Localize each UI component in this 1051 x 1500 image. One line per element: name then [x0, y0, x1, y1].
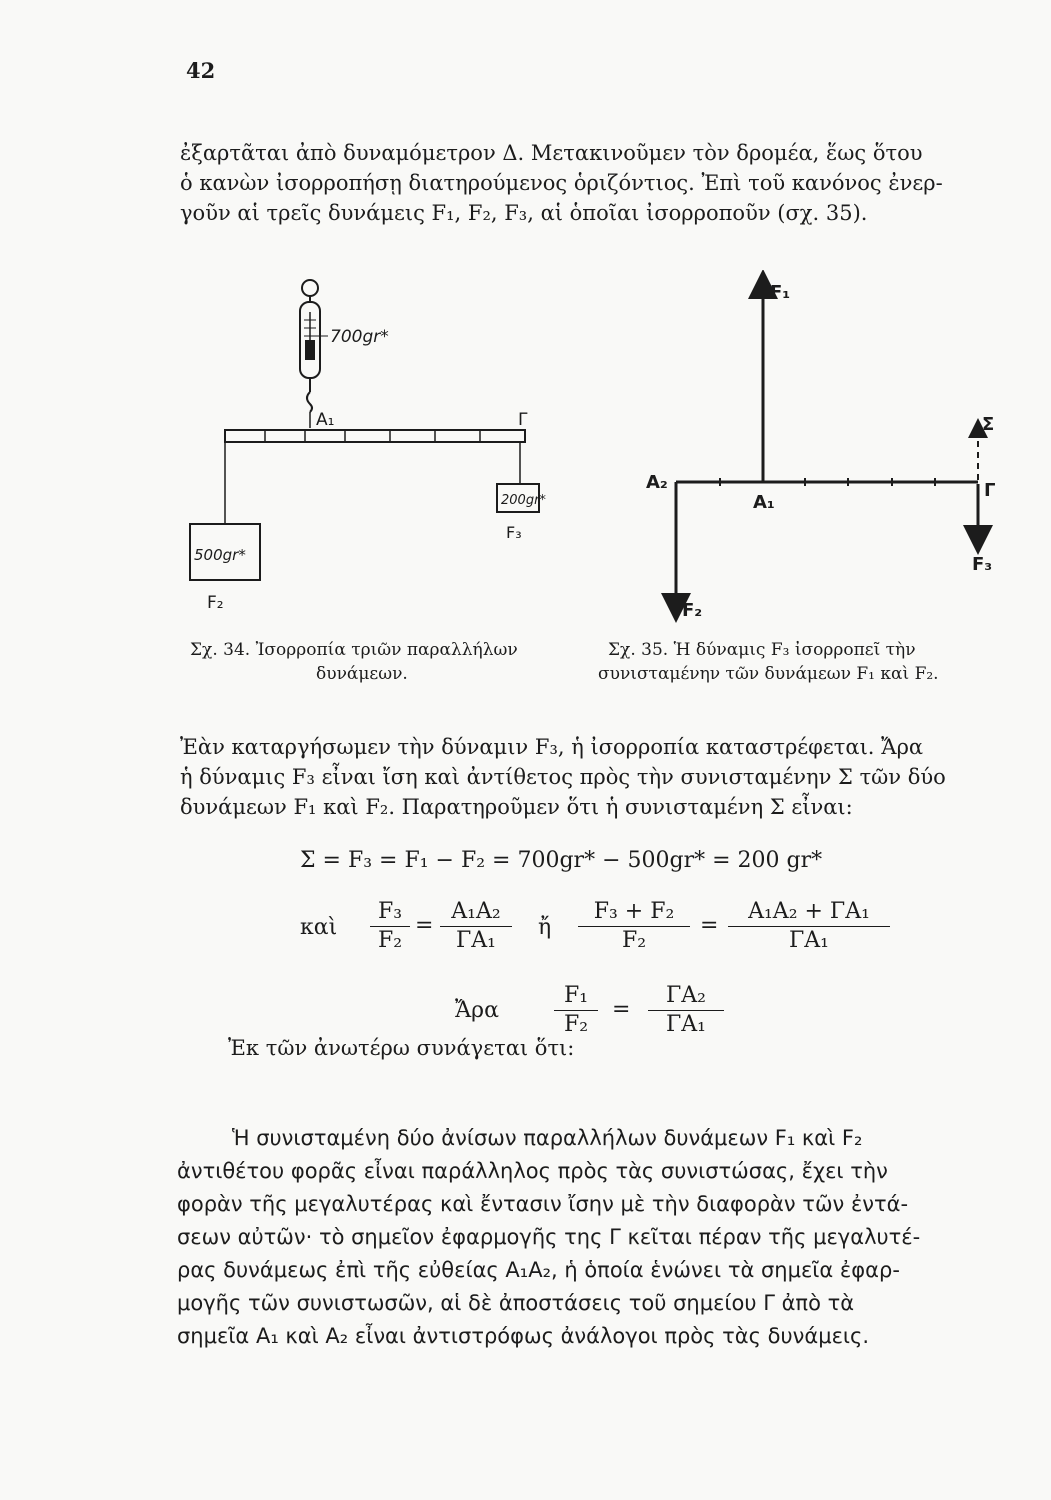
numerator: A₁A₂ + ΓA₁ [728, 898, 890, 927]
big-weight-label: 500gr* [194, 546, 246, 564]
text-line: ρας δυνάμεως ἐπὶ τῆς εὐθείας A₁A₂, ἡ ὁποία ἑνώνει τὰ σημεῖα ἐφαρ- [177, 1258, 900, 1282]
spring-balance [300, 280, 328, 428]
denominator: ΓA₁ [789, 928, 829, 953]
fraction-f3-f2 [370, 898, 410, 955]
label-f3: F₃ [972, 554, 993, 575]
denominator: ΓA₁ [456, 928, 496, 953]
conclusion-line: Ἐκ τῶν ἀνωτέρω συνάγεται ὅτι: [228, 1036, 575, 1060]
fraction-a1a2-ga1 [440, 898, 512, 955]
word-kai: καὶ [300, 915, 338, 940]
figure-35 [620, 270, 1040, 635]
text-line: σημεῖα A₁ καὶ A₂ εἶναι ἀντιστρόφως ἀνάλογοι πρὸς τὰς δυνάμεις. [177, 1324, 870, 1348]
text-line: γοῦν αἱ τρεῖς δυνάμεις F₁, F₂, F₃, αἱ ὁποῖαι ἰσορροποῦν (σχ. 35). [180, 201, 868, 225]
rule-paragraph [177, 1122, 1017, 1353]
text-line: ὁ κανὼν ἰσορροπήσῃ διατηρούμενος ὁριζόντιος. Ἐπὶ τοῦ κανόνος ἐνερ- [180, 171, 943, 195]
text-line: μογῆς τῶν συνιστωσῶν, αἱ δὲ ἀποστάσεις τοῦ σημείου Γ ἀπὸ τὰ [177, 1291, 855, 1315]
label-sigma: Σ [982, 414, 995, 435]
label-f2: F₂ [682, 600, 703, 621]
caption-line: Σχ. 34. Ἰσορροπία τριῶν παραλλήλων [190, 640, 518, 660]
after-paragraph [180, 732, 1010, 822]
text-line: Ἡ συνισταμένη δύο ἀνίσων παραλλήλων δυνάμεων F₁ καὶ F₂ [232, 1126, 863, 1150]
label-g: Γ [984, 480, 996, 501]
word-ara: Ἄρα [455, 998, 499, 1023]
word-eta: ἤ [538, 915, 552, 940]
fraction-f3plusf2-f2 [578, 898, 690, 955]
label-g: Γ [518, 410, 528, 430]
numerator: ΓA₂ [648, 982, 724, 1011]
denominator: F₂ [563, 1012, 589, 1037]
text-line: ἐξαρτᾶται ἀπὸ δυναμόμετρον Δ. Μετακινοῦμεν τὸν δρομέα, ἕως ὅτου [180, 141, 923, 165]
denominator: ΓA₁ [666, 1012, 706, 1037]
equals-sign: = [612, 997, 631, 1022]
equation-sigma: Σ = F₃ = F₁ − F₂ = 700gr* − 500gr* = 200 gr* [300, 848, 823, 873]
text-line: Ἐὰν καταργήσωμεν τὴν δύναμιν F₃, ἡ ἰσορροπία καταστρέφεται. Ἄρα [180, 735, 924, 759]
label-a1: A₁ [316, 410, 335, 430]
caption-line: Σχ. 35. Ἡ δύναμις F₃ ἰσορροπεῖ τὴν [608, 640, 916, 660]
label-f3: F₃ [506, 523, 522, 542]
text-line: φορὰν τῆς μεγαλυτέρας καὶ ἔντασιν ἴσην μὲ τὴν διαφορὰν τῶν ἐντά- [177, 1192, 909, 1216]
beam [225, 430, 525, 442]
numerator: F₃ + F₂ [578, 898, 690, 927]
caption-line: δυνάμεων. [316, 664, 408, 684]
numerator: F₃ [370, 898, 410, 927]
text-line: ἡ δύναμις F₃ εἶναι ἴση καὶ ἀντίθετος πρὸς τὴν συνισταμένην Σ τῶν δύο [180, 765, 946, 789]
intro-paragraph [180, 138, 1010, 228]
label-f2: F₂ [207, 593, 224, 613]
fraction-sum-ga1 [728, 898, 890, 955]
denominator: F₂ [621, 928, 647, 953]
numerator: A₁A₂ [440, 898, 512, 927]
fraction-f1-f2 [554, 982, 598, 1039]
text-line: ἀντιθέτου φορᾶς εἶναι παράλληλος πρὸς τὰς συνιστώσας, ἔχει τὴν [177, 1159, 888, 1183]
text-line: σεων αὐτῶν· τὸ σημεῖον ἐφαρμογῆς της Γ κεῖται πέραν τῆς μεγαλυτέ- [177, 1225, 921, 1249]
text-line: δυνάμεων F₁ καὶ F₂. Παρατηροῦμεν ὅτι ἡ συνισταμένη Σ εἶναι: [180, 795, 853, 819]
figure-35-caption [598, 638, 939, 686]
label-a2: A₂ [646, 472, 668, 493]
denominator: F₂ [377, 928, 403, 953]
label-a1: A₁ [753, 492, 775, 513]
figure-34 [170, 270, 570, 630]
figure-34-caption [190, 638, 518, 686]
small-weight-label: 200gr* [501, 493, 546, 508]
fraction-ga2-ga1 [648, 982, 724, 1039]
caption-line: συνισταμένην τῶν δυνάμεων F₁ καὶ F₂. [598, 664, 939, 684]
label-f1: F₁ [770, 282, 791, 303]
spring-reading-label: 700gr* [330, 327, 389, 347]
page-number: 42 [186, 58, 216, 83]
equals-sign: = [415, 913, 434, 938]
numerator: F₁ [554, 982, 598, 1011]
equals-sign: = [700, 913, 719, 938]
